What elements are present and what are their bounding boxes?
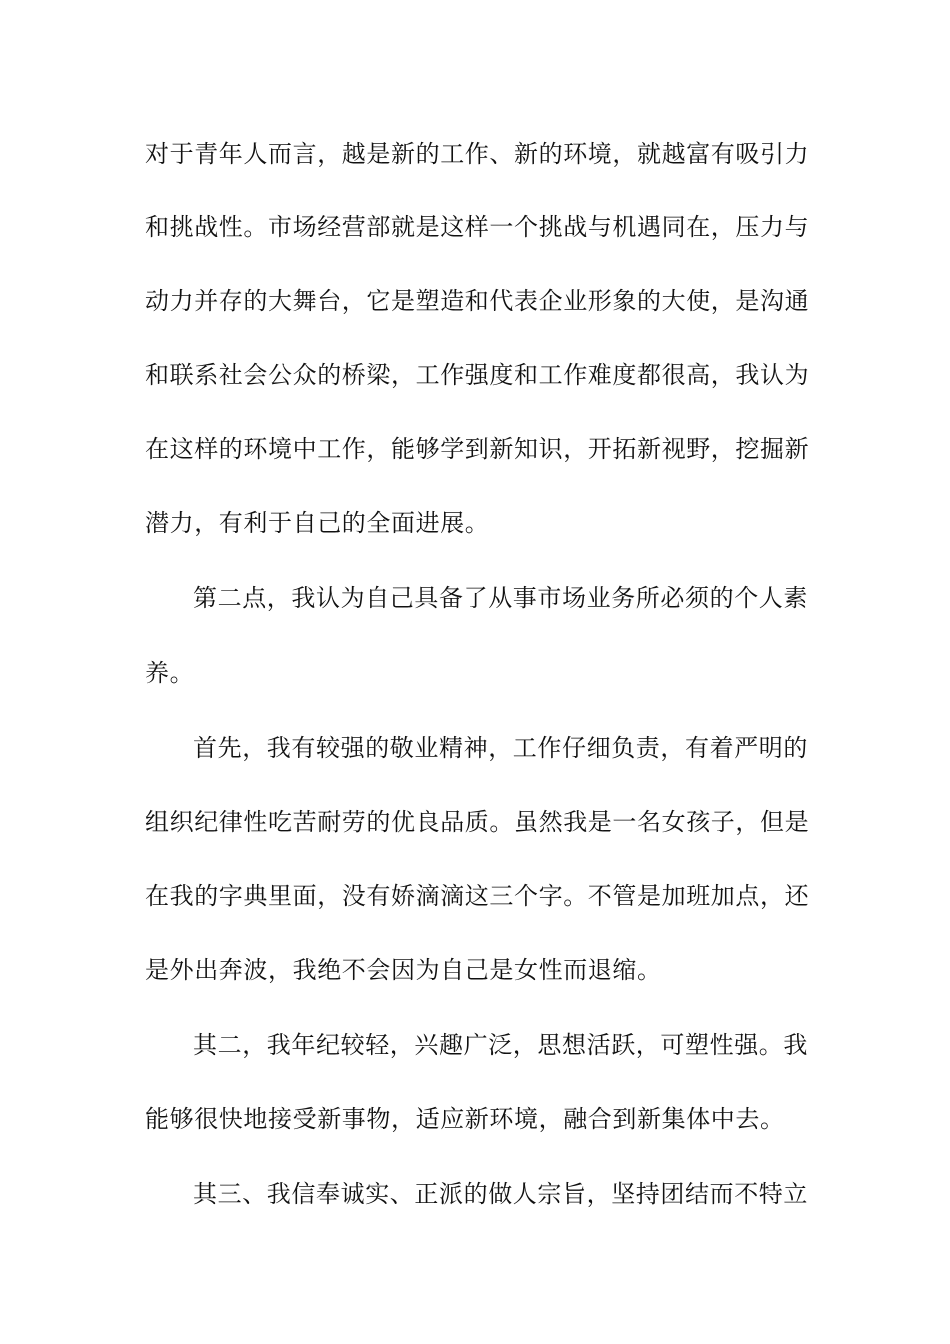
paragraph-first-line: 其三、我信奉诚实、正派的做人宗旨，坚持团结而不特立 xyxy=(193,1180,808,1208)
text-line: 和挑战性。市场经营部就是这样一个挑战与机遇同在，压力与 xyxy=(145,213,810,241)
text-line: 对于青年人而言，越是新的工作、新的环境，就越富有吸引力 xyxy=(145,140,810,168)
text-line: 能够很快地接受新事物，适应新环境，融合到新集体中去。 xyxy=(145,1105,785,1133)
text-line: 潜力，有利于自己的全面进展。 xyxy=(145,509,490,537)
text-line: 和联系社会公众的桥梁，工作强度和工作难度都很高，我认为 xyxy=(145,361,810,389)
text-line: 在我的字典里面，没有娇滴滴这三个字。不管是加班加点，还 xyxy=(145,882,810,910)
text-line: 养。 xyxy=(145,659,195,687)
text-line: 是外出奔波，我绝不会因为自己是女性而退缩。 xyxy=(145,956,662,984)
paragraph-first-line: 其二，我年纪较轻，兴趣广泛，思想活跃，可塑性强。我 xyxy=(193,1031,808,1059)
paragraph-first-line: 第二点，我认为自己具备了从事市场业务所必须的个人素 xyxy=(193,584,808,612)
text-line: 组织纪律性吃苦耐劳的优良品质。虽然我是一名女孩子，但是 xyxy=(145,808,810,836)
paragraph-first-line: 首先，我有较强的敬业精神，工作仔细负责，有着严明的 xyxy=(193,734,808,762)
text-line: 动力并存的大舞台，它是塑造和代表企业形象的大使，是沟通 xyxy=(145,287,810,315)
text-line: 在这样的环境中工作，能够学到新知识，开拓新视野，挖掘新 xyxy=(145,435,810,463)
